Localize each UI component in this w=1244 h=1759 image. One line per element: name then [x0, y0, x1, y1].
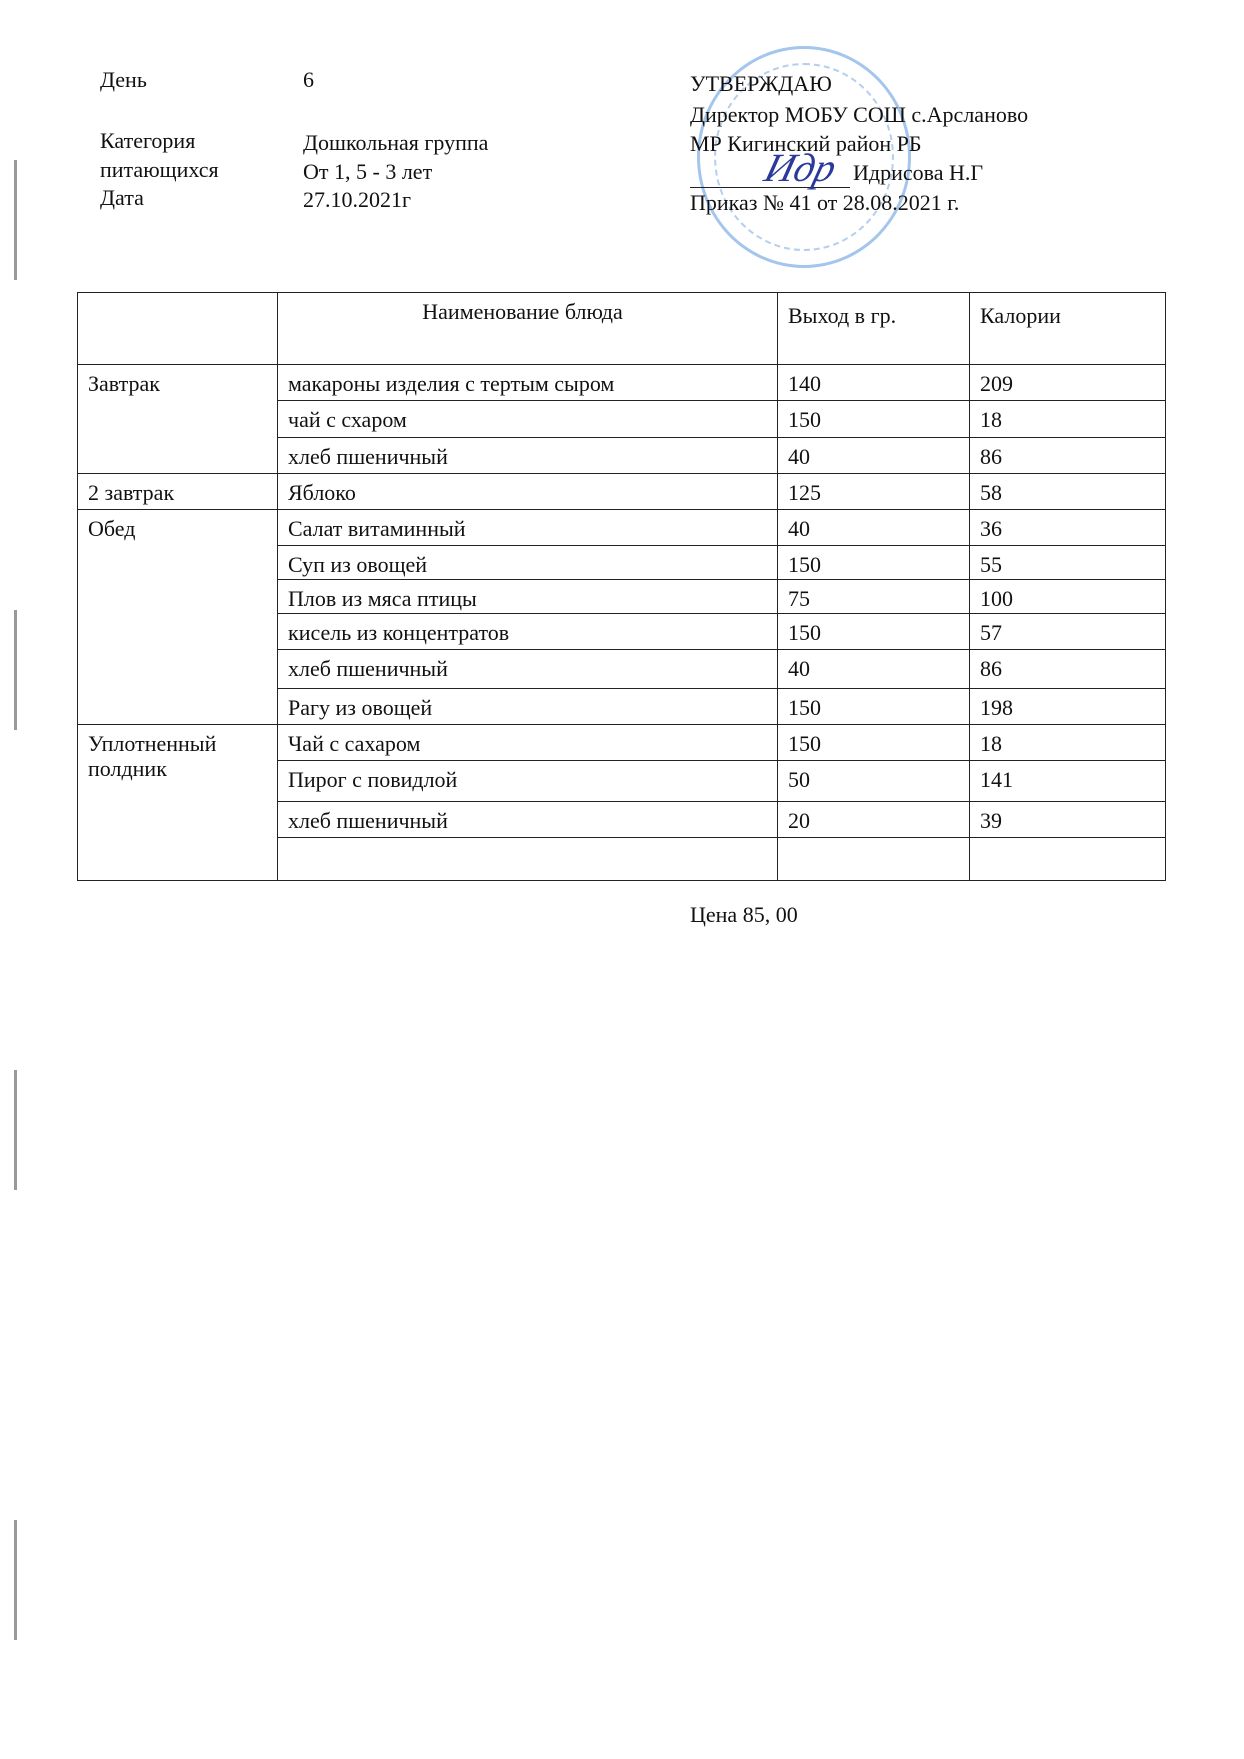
kcal-cell: 209 [970, 365, 1166, 401]
kcal-cell: 58 [970, 474, 1166, 510]
dish-cell: Чай с сахаром [278, 725, 778, 761]
weight-cell [778, 838, 970, 881]
kcal-cell: 141 [970, 761, 1166, 802]
dish-cell: чай с схаром [278, 401, 778, 438]
dish-cell: Пирог с повидлой [278, 761, 778, 802]
header-cell [78, 293, 278, 365]
scan-artifact [14, 160, 17, 280]
kcal-cell: 86 [970, 650, 1166, 689]
header-cell: Выход в гр. [778, 293, 970, 365]
price: Цена 85, 00 [690, 902, 798, 927]
weight-cell: 150 [778, 725, 970, 761]
approval-line-2: МР Кигинский район РБ [690, 131, 922, 156]
menu-table [77, 292, 1166, 881]
weight-cell: 150 [778, 614, 970, 650]
category-label-1: Категория [100, 128, 196, 153]
approval-signer: Идрисова Н.Г [853, 160, 984, 185]
meal-cell: Обед [78, 510, 278, 725]
table-row [78, 474, 1166, 510]
weight-cell: 50 [778, 761, 970, 802]
weight-cell: 75 [778, 580, 970, 614]
day-value: 6 [303, 67, 314, 92]
dish-cell: Салат витаминный [278, 510, 778, 546]
scan-artifact [14, 1070, 17, 1190]
meal-cell: 2 завтрак [78, 474, 278, 510]
weight-cell: 140 [778, 365, 970, 401]
dish-cell [278, 838, 778, 881]
weight-cell: 150 [778, 546, 970, 580]
kcal-cell: 39 [970, 802, 1166, 838]
weight-cell: 150 [778, 401, 970, 438]
table-row [78, 725, 1166, 761]
scan-artifact [14, 610, 17, 730]
approval-title: УТВЕРЖДАЮ [690, 71, 832, 96]
kcal-cell: 18 [970, 401, 1166, 438]
weight-cell: 40 [778, 438, 970, 474]
weight-cell: 40 [778, 650, 970, 689]
table-row [78, 365, 1166, 401]
kcal-cell: 198 [970, 689, 1166, 725]
dish-cell: хлеб пшеничный [278, 802, 778, 838]
kcal-cell: 100 [970, 580, 1166, 614]
table-header-row [78, 293, 1166, 365]
weight-cell: 150 [778, 689, 970, 725]
approval-order: Приказ № 41 от 28.08.2021 г. [690, 190, 960, 215]
day-label: День [100, 67, 147, 92]
dish-cell: хлеб пшеничный [278, 650, 778, 689]
kcal-cell: 86 [970, 438, 1166, 474]
kcal-cell: 57 [970, 614, 1166, 650]
category-value-2: От 1, 5 - 3 лет [303, 159, 433, 184]
dish-cell: Рагу из овощей [278, 689, 778, 725]
category-value-1: Дошкольная группа [303, 130, 489, 155]
weight-cell: 40 [778, 510, 970, 546]
dish-cell: Яблоко [278, 474, 778, 510]
kcal-cell: 55 [970, 546, 1166, 580]
meal-cell: Завтрак [78, 365, 278, 474]
approval-line-1: Директор МОБУ СОШ с.Арсланово [690, 102, 1029, 127]
kcal-cell: 36 [970, 510, 1166, 546]
date-value: 27.10.2021г [303, 187, 412, 212]
header-cell: Наименование блюда [278, 293, 778, 365]
date-label: Дата [100, 185, 144, 210]
dish-cell: хлеб пшеничный [278, 438, 778, 474]
header-cell: Калории [970, 293, 1166, 365]
kcal-cell [970, 838, 1166, 881]
weight-cell: 125 [778, 474, 970, 510]
dish-cell: кисель из концентратов [278, 614, 778, 650]
category-label-2: питающихся [100, 157, 219, 182]
meal-cell: Уплотненный полдник [78, 725, 278, 881]
dish-cell: Суп из овощей [278, 546, 778, 580]
dish-cell: Плов из мяса птицы [278, 580, 778, 614]
table-row [78, 510, 1166, 546]
signature: Идр [760, 145, 842, 190]
weight-cell: 20 [778, 802, 970, 838]
dish-cell: макароны изделия с тертым сыром [278, 365, 778, 401]
kcal-cell: 18 [970, 725, 1166, 761]
scan-artifact [14, 1520, 17, 1640]
